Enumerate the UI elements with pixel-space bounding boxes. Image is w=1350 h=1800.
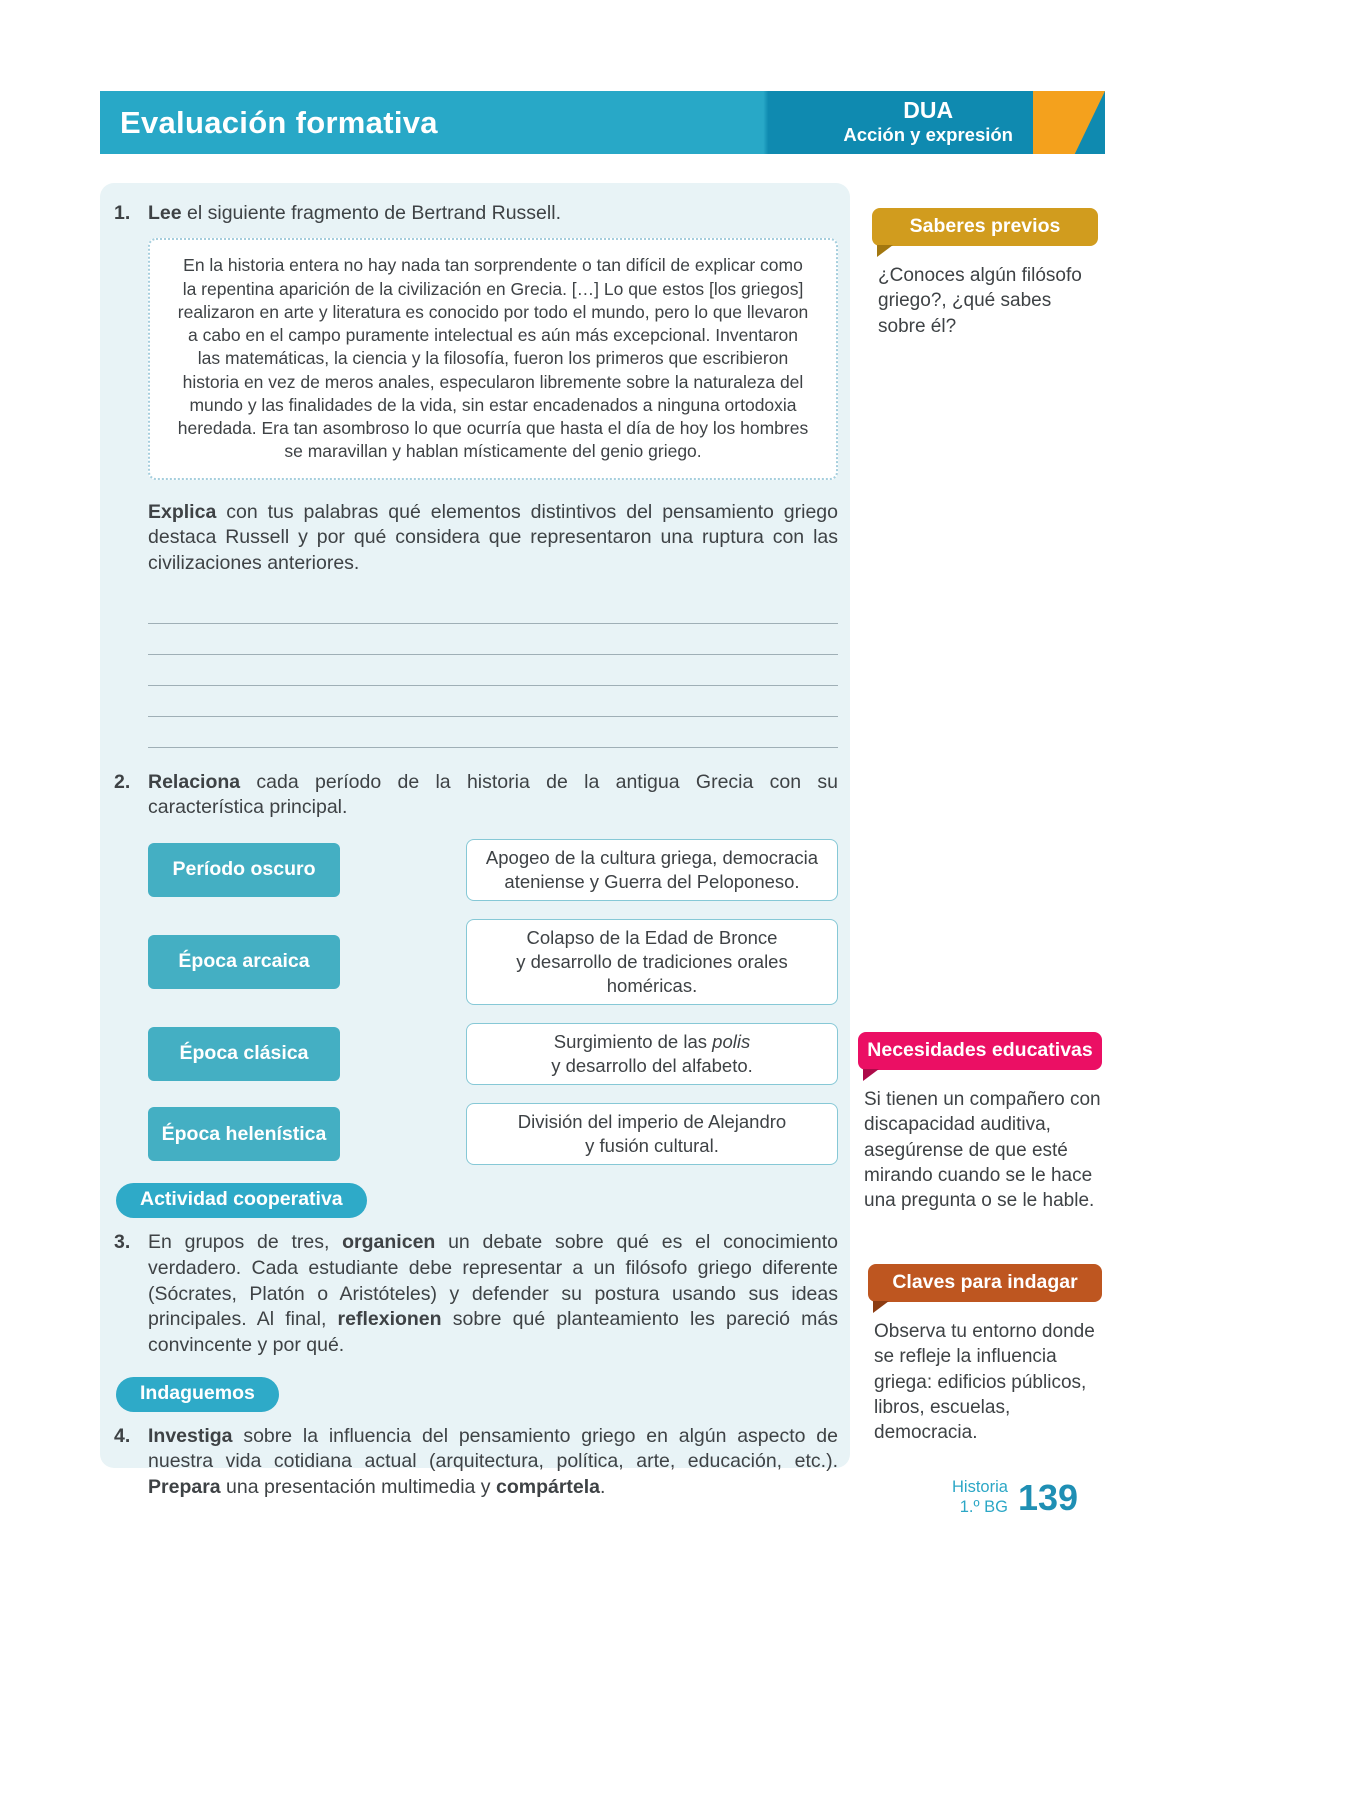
exercise-1-number: 1. <box>114 202 131 224</box>
page-footer <box>952 1478 1078 1518</box>
period-button-clasica[interactable]: Época clásica <box>148 1027 340 1081</box>
inquiry-badge: Indaguemos <box>116 1377 279 1412</box>
match-target-line-pre: Surgimiento de las <box>553 1030 713 1052</box>
match-target-apogeo[interactable] <box>466 839 838 901</box>
callout-claves-title: Claves para indagar <box>868 1264 1102 1302</box>
match-target-line: Apogeo de la cultura griega, democracia <box>485 846 819 868</box>
exercise-4-verb: Prepara <box>148 1476 221 1499</box>
match-target-line: ateniense y Guerra del Peloponeso. <box>504 870 800 892</box>
footer-subject: Historia <box>952 1478 1008 1496</box>
exercise-3 <box>114 1230 838 1359</box>
exercise-2 <box>114 770 838 1165</box>
callout-necesidades-educativas <box>858 1032 1102 1213</box>
answer-line[interactable] <box>148 655 838 686</box>
answer-line[interactable] <box>148 717 838 748</box>
exercise-4 <box>114 1424 838 1501</box>
match-target-colapso[interactable] <box>466 919 838 1005</box>
exercise-4-seg: . <box>600 1476 606 1499</box>
answer-line[interactable] <box>148 593 838 624</box>
exercise-2-number: 2. <box>114 770 131 793</box>
exercise-1-instruction-rest: el siguiente fragmento de Bertrand Russell. <box>181 202 561 224</box>
exercise-2-instruction <box>148 770 838 821</box>
exercise-1 <box>114 201 838 748</box>
dua-sublabel: Acción y expresión <box>843 124 1013 146</box>
exercise-1-prompt <box>148 500 838 577</box>
cooperative-activity-badge: Actividad cooperativa <box>116 1183 367 1218</box>
match-row <box>148 919 838 1005</box>
exercise-1-prompt-verb: Explica <box>148 500 217 523</box>
exercise-3-seg: sobre qué planteamiento les pareció más convincente y por qué. <box>148 1308 838 1356</box>
callout-claves-para-indagar <box>868 1264 1102 1445</box>
period-button-oscuro[interactable]: Período oscuro <box>148 843 340 897</box>
period-button-helenistica[interactable]: Época helenística <box>148 1107 340 1161</box>
exercise-3-number: 3. <box>114 1231 131 1254</box>
callout-necesidades-title: Necesidades educativas <box>858 1032 1102 1070</box>
exercise-1-verb: Lee <box>148 202 182 224</box>
answer-lines[interactable] <box>148 593 838 748</box>
exercise-3-verb: reflexionen <box>337 1308 442 1331</box>
match-target-line: y fusión cultural. <box>585 1135 719 1156</box>
exercise-4-verb: Investiga <box>148 1424 233 1447</box>
exercise-3-text <box>148 1230 838 1359</box>
match-target-line: División del imperio de Alejandro <box>517 1110 787 1132</box>
footer-grade: 1.º BG <box>959 1497 1008 1516</box>
exercise-2-instruction-rest: cada período de la historia de la antigua Grecia con su característica principal. <box>148 770 838 819</box>
russell-quote: En la historia entera no hay nada tan sorprendente o tan difícil de explicar como la repentina aparición de la civilización en Grecia. […] Lo que estos [los griegos] realizaron en arte y literatura es conocido por todo el mundo, pero lo que llevaron a cabo en el campo puramente intelectual es aún más excepcional. Inventaron las matemáticas, la ciencia y la filosofía, fueron los primeros que escribieron historia en vez de meros anales, especularon libremente sobre la naturaleza del mundo y las finalidades de la vida, sin estar encadenados a ninguna ortodoxia heredada. Era tan asombroso lo que ocurría que hasta el día de hoy los hombres se maravillan y hablan místicamente del genio griego. <box>148 238 838 479</box>
match-row <box>148 1103 838 1165</box>
exercise-4-seg: sobre la influencia del pensamiento griego en algún aspecto de nuestra vida cotidiana actual (arquitectura, política, arte, educación, etc.). <box>148 1424 838 1473</box>
exercise-2-verb: Relaciona <box>148 770 241 793</box>
match-target-line <box>554 1030 750 1054</box>
period-button-arcaica[interactable]: Época arcaica <box>148 935 340 989</box>
activities-panel <box>100 183 850 1499</box>
match-target-division[interactable] <box>466 1103 838 1165</box>
match-target-line: Colapso de la Edad de Bronce <box>526 926 778 948</box>
match-target-line: y desarrollo de tradiciones orales homéricas. <box>516 950 788 996</box>
page-number: 139 <box>1017 1476 1079 1518</box>
footer-course <box>952 1478 1008 1518</box>
page-header <box>100 91 1105 154</box>
match-target-polis[interactable] <box>466 1023 838 1085</box>
exercise-4-text <box>148 1424 838 1501</box>
callout-claves-body: Observa tu entorno donde se refleje la influencia griega: edificios públicos, libros, escuelas, democracia. <box>874 1321 1095 1444</box>
callout-saberes-title: Saberes previos <box>872 208 1098 246</box>
match-row <box>148 1023 838 1085</box>
exercise-3-seg: un debate sobre qué es el conocimiento verdadero. Cada estudiante debe representar a un filósofo griego diferente (Sócrates, Platón o Aristóteles) y defender su postura usando sus ideas principales. Al final, <box>148 1231 838 1331</box>
callout-saberes-body: ¿Conoces algún filósofo griego?, ¿qué sabes sobre él? <box>878 265 1082 337</box>
answer-line[interactable] <box>148 686 838 717</box>
exercise-4-verb: compártela <box>495 1476 601 1499</box>
page-title: Evaluación formativa <box>120 105 438 140</box>
exercise-1-prompt-rest: con tus palabras qué elementos distintivos del pensamiento griego destaca Russell y por qué considera que representaron una ruptura con las civilizaciones anteriores. <box>148 500 838 575</box>
exercise-3-seg: En grupos de tres, <box>148 1231 343 1254</box>
dua-label: DUA <box>903 97 954 123</box>
answer-line[interactable] <box>148 624 838 655</box>
dua-badge <box>843 98 1013 146</box>
callout-saberes-previos <box>872 208 1098 339</box>
exercise-4-seg: una presentación multimedia y <box>220 1476 496 1499</box>
exercise-3-verb: organicen <box>342 1231 436 1254</box>
exercise-1-instruction <box>148 201 838 226</box>
exercise-4-number: 4. <box>114 1424 131 1447</box>
polis-italic: polis <box>712 1030 751 1052</box>
match-row <box>148 839 838 901</box>
callout-necesidades-body: Si tienen un compañero con discapacidad auditiva, asegúrense de que esté mirando cuando se le hace una pregunta o se le hable. <box>864 1089 1101 1212</box>
match-target-line: y desarrollo del alfabeto. <box>551 1054 753 1076</box>
